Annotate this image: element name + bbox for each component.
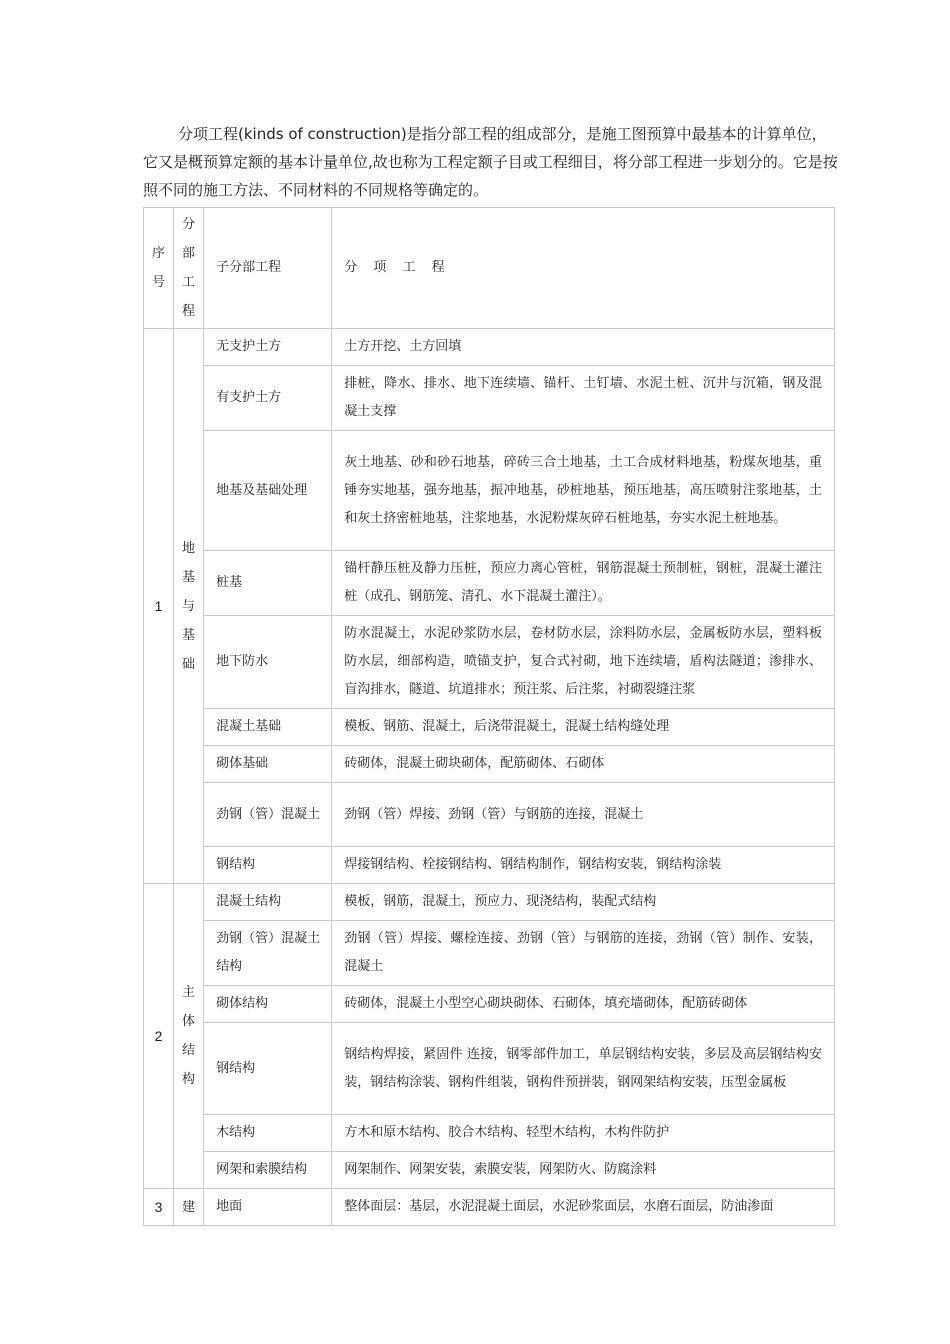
table-row [144,551,835,616]
subdivision-cell: 无支护土方 [204,329,332,366]
items-cell: 排桩，降水、排水、地下连续墙、锚杆、土钉墙、水泥土桩、沉井与沉箱，钢及混凝土支撑 [332,366,835,431]
items-cell: 模板、钢筋、混凝土，后浇带混凝土，混凝土结构缝处理 [332,709,835,746]
intro-paragraph: 分项工程(kinds of construction)是指分部工程的组成部分，是施工图预算中最基本的计算单位，它又是概预算定额的基本计量单位,故也称为工程定额子目或工程细目，将分部工程进一步划分的。它是按照不同的施工方法、不同材料的不同规格等确定的。 [143,125,838,199]
group-division [174,884,204,1189]
items-cell: 锚杆静压桩及静力压桩，预应力离心管桩，钢筋混凝土预制桩，钢桩，混凝土灌注桩（成孔、钢筋笼、清孔、水下混凝土灌注）。 [332,551,835,616]
division-label: 主体结构 [182,985,196,1087]
subdivision-cell: 劲钢（管）混凝土结构 [204,921,332,986]
items-cell: 网架制作、网架安装，索膜安装，网架防火、防腐涂料 [332,1152,835,1189]
subdivision-cell: 地面 [204,1189,332,1226]
subdivision-cell: 地基及基础处理 [204,431,332,551]
table-row [144,783,835,847]
group-seq: 1 [144,329,174,884]
group-seq: 3 [144,1189,174,1226]
table-row [144,431,835,551]
items-cell: 灰土地基、砂和砂石地基，碎砖三合土地基，土工合成材料地基，粉煤灰地基，重锤夯实地基，强夯地基，振冲地基，砂桩地基，预压地基，高压喷射注浆地基，土和灰土挤密桩地基，注浆地基，水泥粉煤灰碎石桩地基，夯实水泥土桩地基。 [332,431,835,551]
construction-table [143,207,835,1226]
header-subdivision: 子分部工程 [204,208,332,329]
header-items: 分 项 工 程 [332,208,835,329]
table-row [144,1152,835,1189]
subdivision-cell: 网架和索膜结构 [204,1152,332,1189]
table-row [144,746,835,783]
table-row [144,709,835,746]
subdivision-cell: 砌体结构 [204,986,332,1023]
subdivision-cell: 桩基 [204,551,332,616]
division-label: 建 [182,1199,196,1215]
items-cell: 劲钢（管）焊接、劲钢（管）与钢筋的连接，混凝土 [332,783,835,847]
subdivision-cell: 钢结构 [204,1023,332,1115]
table-row [144,986,835,1023]
header-seq: 序号 [144,208,174,329]
subdivision-cell: 地下防水 [204,616,332,709]
group-seq: 2 [144,884,174,1189]
items-cell: 焊接钢结构、栓接钢结构、钢结构制作，钢结构安装，钢结构涂装 [332,847,835,884]
subdivision-cell: 木结构 [204,1115,332,1152]
group-division [174,329,204,884]
table-row [144,616,835,709]
items-cell: 砖砌体，混凝土小型空心砌块砌体、石砌体，填充墙砌体，配筋砖砌体 [332,986,835,1023]
subdivision-cell: 劲钢（管）混凝土 [204,783,332,847]
table-row [144,921,835,986]
table-row [144,847,835,884]
table-row [144,329,835,366]
items-cell: 模板，钢筋，混凝土，预应力、现浇结构，装配式结构 [332,884,835,921]
table-row [144,366,835,431]
items-cell: 整体面层：基层，水泥混凝土面层，水泥砂浆面层，水磨石面层，防油渗面 [332,1189,835,1226]
subdivision-cell: 砌体基础 [204,746,332,783]
subdivision-cell: 混凝土结构 [204,884,332,921]
group-division [174,1189,204,1226]
items-cell: 土方开挖、土方回填 [332,329,835,366]
table-row [144,1189,835,1226]
table-header-row [144,208,835,329]
division-label: 地基与基础 [182,540,196,672]
items-cell: 砖砌体，混凝土砌块砌体，配筋砌体、石砌体 [332,746,835,783]
header-division: 分部工程 [174,208,204,329]
subdivision-cell: 混凝土基础 [204,709,332,746]
subdivision-cell: 钢结构 [204,847,332,884]
table-row [144,1023,835,1115]
items-cell: 劲钢（管）焊接、螺栓连接、劲钢（管）与钢筋的连接，劲钢（管）制作、安装，混凝土 [332,921,835,986]
items-cell: 防水混凝土，水泥砂浆防水层，卷材防水层，涂料防水层，金属板防水层，塑料板防水层，细部构造，喷锚支护，复合式衬砌，地下连续墙，盾构法隧道；渗排水、盲沟排水，隧道、坑道排水；预注浆、后注浆，衬砌裂缝注浆 [332,616,835,709]
items-cell: 方木和原木结构、胶合木结构、轻型木结构，木构件防护 [332,1115,835,1152]
table-row [144,1115,835,1152]
items-cell: 钢结构焊接，紧固件 连接，钢零部件加工，单层钢结构安装，多层及高层钢结构安装，钢结构涂装、钢构件组装，钢构件预拼装，钢网架结构安装，压型金属板 [332,1023,835,1115]
subdivision-cell: 有支护土方 [204,366,332,431]
table-body [144,208,835,1226]
table-row [144,884,835,921]
